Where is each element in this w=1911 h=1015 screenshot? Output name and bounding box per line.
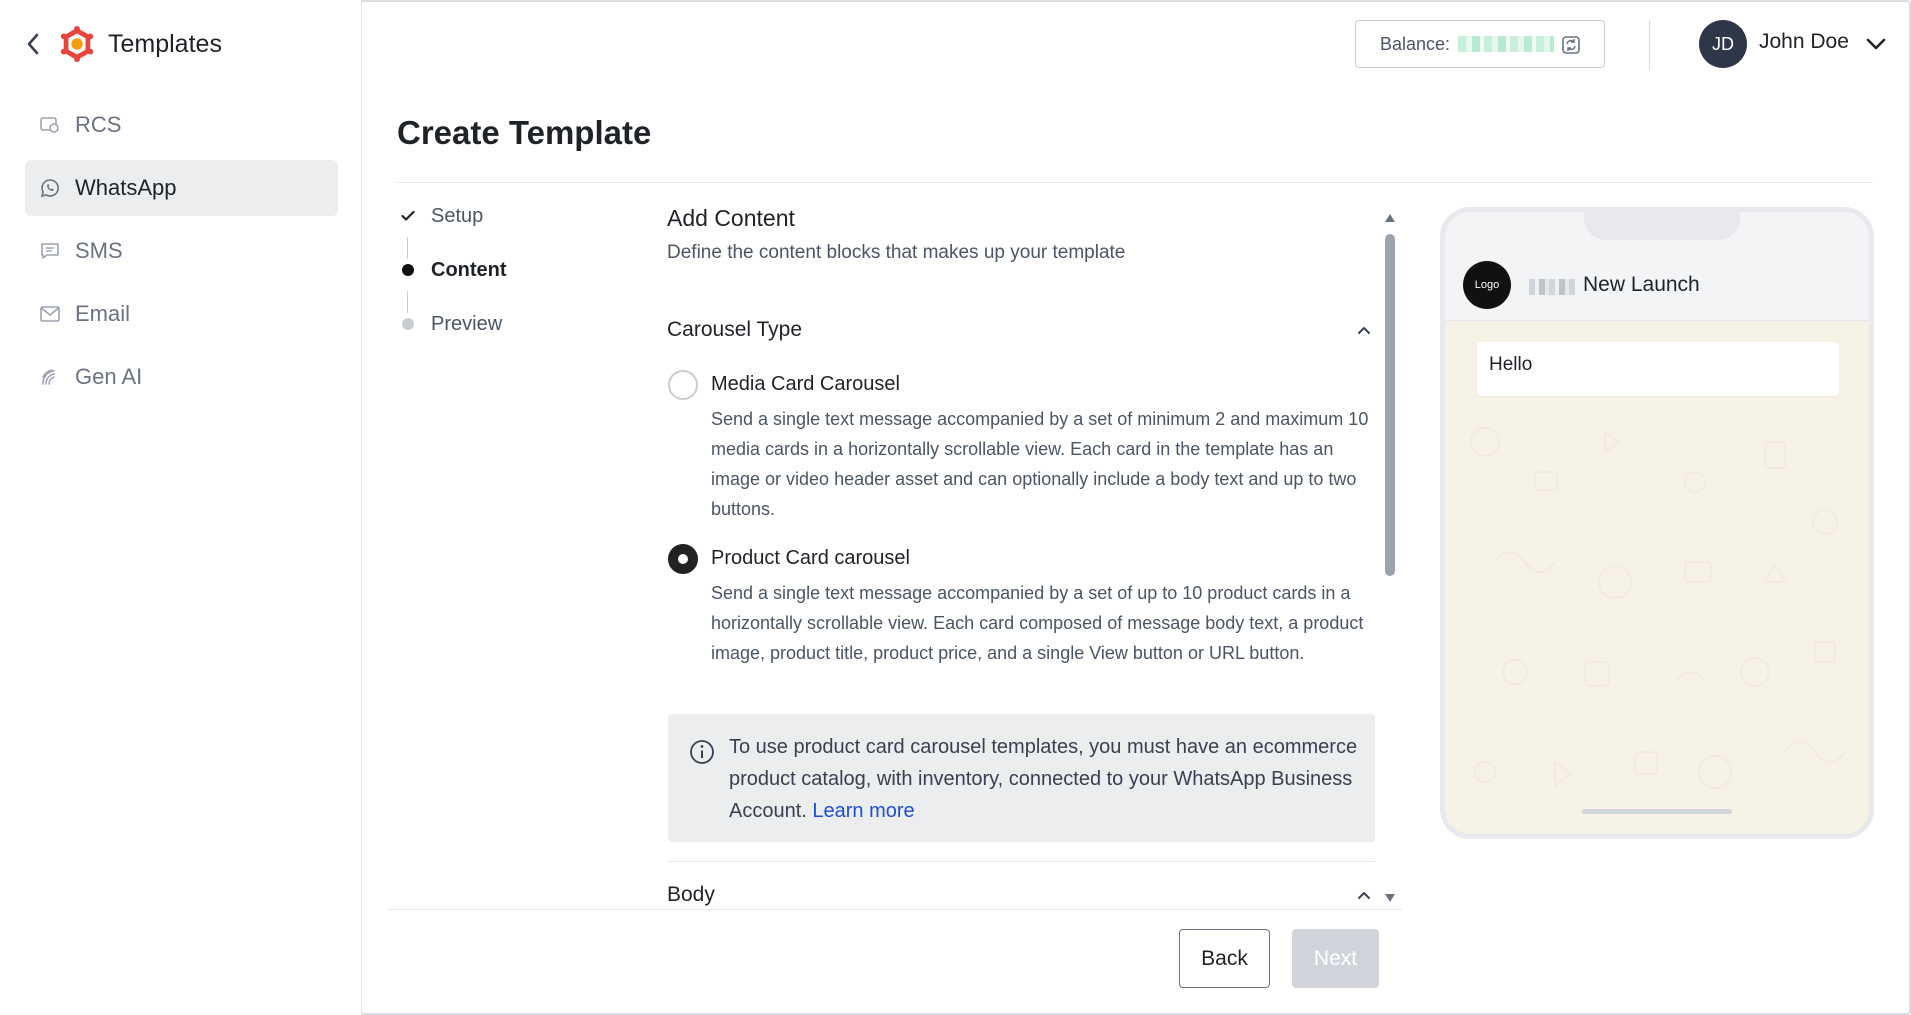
info-callout [668,714,1375,842]
user-name[interactable]: John Doe [1759,30,1849,53]
sidebar-item-sms[interactable] [25,223,338,279]
option-label: Product Card carousel [711,547,910,569]
chat-body [1445,322,1869,834]
business-name: New Launch [1583,273,1700,296]
phone-preview [1440,207,1874,839]
scroll-down-arrow-icon[interactable] [1384,892,1396,904]
sidebar-item-whatsapp[interactable] [25,160,338,216]
business-name-redacted [1529,279,1575,295]
balance-value-redacted [1458,36,1554,52]
title-divider [397,182,1873,183]
sidebar-item-gen-ai[interactable] [25,349,338,405]
sidebar-item-label: WhatsApp [75,175,177,200]
option-label: Media Card Carousel [711,373,900,395]
section-title: Add Content [667,205,795,231]
sms-icon [39,240,61,262]
stepper [398,205,507,367]
body-divider [667,861,1375,862]
info-message: To use product card carousel templates, you must have an ecommerce product catalog, with inventory, connected to your WhatsApp Business Account. [729,736,1358,822]
scrollbar-thumb[interactable] [1385,234,1395,576]
whatsapp-icon [39,177,61,199]
section-subtitle: Define the content blocks that makes up your template [667,242,1126,263]
check-icon [398,205,418,227]
scroll-up-arrow-icon[interactable] [1384,212,1396,224]
sidebar-item-rcs[interactable] [25,97,338,153]
sidebar-item-label: Gen AI [75,364,143,389]
chevron-up-icon[interactable] [1353,319,1375,341]
option-description: Send a single text message accompanied by a set of minimum 2 and maximum 10 media cards in a horizontally scrollable view. Each card in the template has an image or video header asset and can optionally include a body text and up to two buttons. [711,409,1369,519]
balance-widget [1355,20,1605,68]
step-setup[interactable] [398,205,507,259]
chat-wallpaper-pattern [1445,322,1869,834]
header-divider [1649,20,1650,70]
sidebar-nav [25,97,338,412]
radio-product-card-carousel[interactable] [668,544,698,574]
gen-ai-icon [39,366,61,388]
refresh-balance-icon[interactable] [1560,34,1582,56]
step-label: Setup [431,205,484,227]
phone-notch [1584,207,1740,240]
sidebar-title: Templates [108,29,222,58]
rcs-icon [39,114,61,136]
step-connector [407,291,408,313]
business-logo: Logo [1463,261,1511,309]
sidebar-item-label: SMS [75,238,123,263]
back-chevron-icon[interactable] [20,31,46,57]
back-button[interactable]: Back [1179,929,1270,988]
sidebar-item-label: RCS [75,112,122,137]
radio-media-card-carousel[interactable] [668,370,698,400]
info-text [729,731,1359,827]
content-panel [667,205,1377,908]
carousel-type-header[interactable] [667,318,1375,342]
message-bubble: Hello [1477,342,1839,396]
page-title: Create Template [397,114,652,151]
carousel-type-heading: Carousel Type [667,318,803,341]
step-preview[interactable] [398,313,507,367]
step-active-dot [398,259,418,281]
sidebar-item-label: Email [75,301,131,326]
step-label: Preview [431,313,503,335]
chevron-up-icon[interactable] [1353,884,1375,906]
body-section-header[interactable] [667,883,1375,907]
info-icon [689,739,715,765]
footer-divider [387,909,1402,910]
avatar[interactable]: JD [1699,20,1747,68]
step-content[interactable] [398,259,507,313]
email-icon [39,303,61,325]
next-button[interactable]: Next [1292,929,1379,988]
step-label: Content [431,259,507,281]
sidebar-brand [20,22,222,66]
brand-logo-icon [58,25,96,63]
phone-home-indicator [1582,809,1732,814]
chevron-down-icon[interactable] [1864,32,1888,56]
learn-more-link[interactable]: Learn more [812,800,915,822]
balance-label: Balance: [1380,33,1451,54]
step-pending-dot [398,313,418,335]
sidebar-item-email[interactable] [25,286,338,342]
sidebar [0,0,362,1015]
body-heading: Body [667,883,715,906]
step-connector [407,237,408,259]
content-scrollbar[interactable] [1383,212,1397,904]
option-description: Send a single text message accompanied by a set of up to 10 product cards in a horizontally scrollable view. Each card composed of message body text, a product image, product title, product price, and a single View button or URL button. [711,583,1364,663]
